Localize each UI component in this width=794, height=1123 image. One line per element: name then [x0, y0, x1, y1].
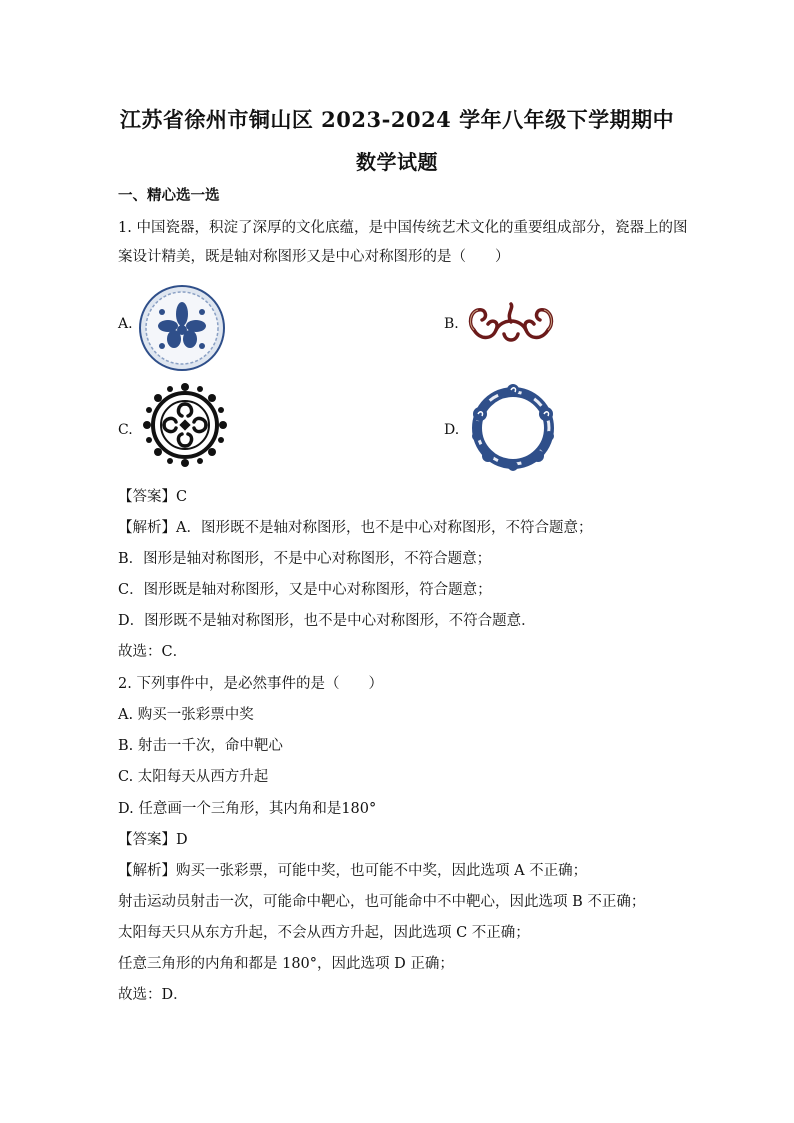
document-subtitle: 数学试题 — [356, 150, 438, 174]
document-title: 江苏省徐州市铜山区 2023-2024 学年八年级下学期期中 — [119, 107, 675, 132]
porcelain-pattern-a-icon — [138, 284, 226, 372]
q1-option-c-label: C. — [118, 422, 133, 438]
q2-stem: 2. 下列事件中，是必然事件的是（ ） — [118, 676, 383, 692]
q1-stem-line2: 案设计精美，既是轴对称图形又是中心对称图形的是（ ） — [118, 249, 510, 265]
q1-answer: 【答案】C — [118, 489, 188, 505]
q1-option-a-label: A. — [118, 316, 133, 332]
q2-analysis-line4: 任意三角形的内角和都是 180°，因此选项 D 正确； — [118, 956, 454, 972]
q1-option-b-label: B. — [444, 316, 459, 332]
section-heading: 一、精心选一选 — [118, 187, 220, 204]
q2-analysis-line2: 射击运动员射击一次，可能命中靶心，也可能命中不中靶心，因此选项 B 不正确； — [118, 894, 646, 910]
q2-conclusion: 故选：D． — [118, 987, 188, 1003]
q2-answer: 【答案】D — [118, 832, 188, 848]
q1-option-d-label: D. — [444, 422, 460, 438]
symmetric-cloud-pattern-c-icon — [142, 382, 228, 468]
q1-conclusion: 故选：C． — [118, 644, 188, 660]
q1-analysis-line1: 【解析】A．图形既不是轴对称图形，也不是中心对称图形，不符合题意； — [118, 520, 593, 536]
cloud-scroll-pattern-b-icon — [466, 300, 556, 348]
q2-option-c: C. 太阳每天从西方升起 — [118, 769, 269, 785]
q1-stem-line1: 1. 中国瓷器，积淀了深厚的文化底蕴，是中国传统艺术文化的重要组成部分，瓷器上的图 — [118, 220, 688, 236]
wave-ring-pattern-d-icon — [468, 384, 558, 472]
q2-analysis-line1: 【解析】购买一张彩票，可能中奖，也可能不中奖，因此选项 A 不正确； — [118, 863, 588, 879]
q1-analysis-line2: B．图形是轴对称图形，不是中心对称图形，不符合题意； — [118, 551, 492, 567]
q2-option-b: B. 射击一千次，命中靶心 — [118, 738, 283, 754]
q2-analysis-line3: 太阳每天只从东方升起，不会从西方升起，因此选项 C 不正确； — [118, 925, 530, 941]
q1-analysis-line3: C．图形既是轴对称图形，又是中心对称图形，符合题意； — [118, 582, 492, 598]
q1-analysis-line4: D．图形既不是轴对称图形，也不是中心对称图形，不符合题意． — [118, 613, 536, 629]
q2-option-d: D. 任意画一个三角形，其内角和是180° — [118, 801, 377, 817]
q2-option-a: A. 购买一张彩票中奖 — [118, 707, 254, 723]
